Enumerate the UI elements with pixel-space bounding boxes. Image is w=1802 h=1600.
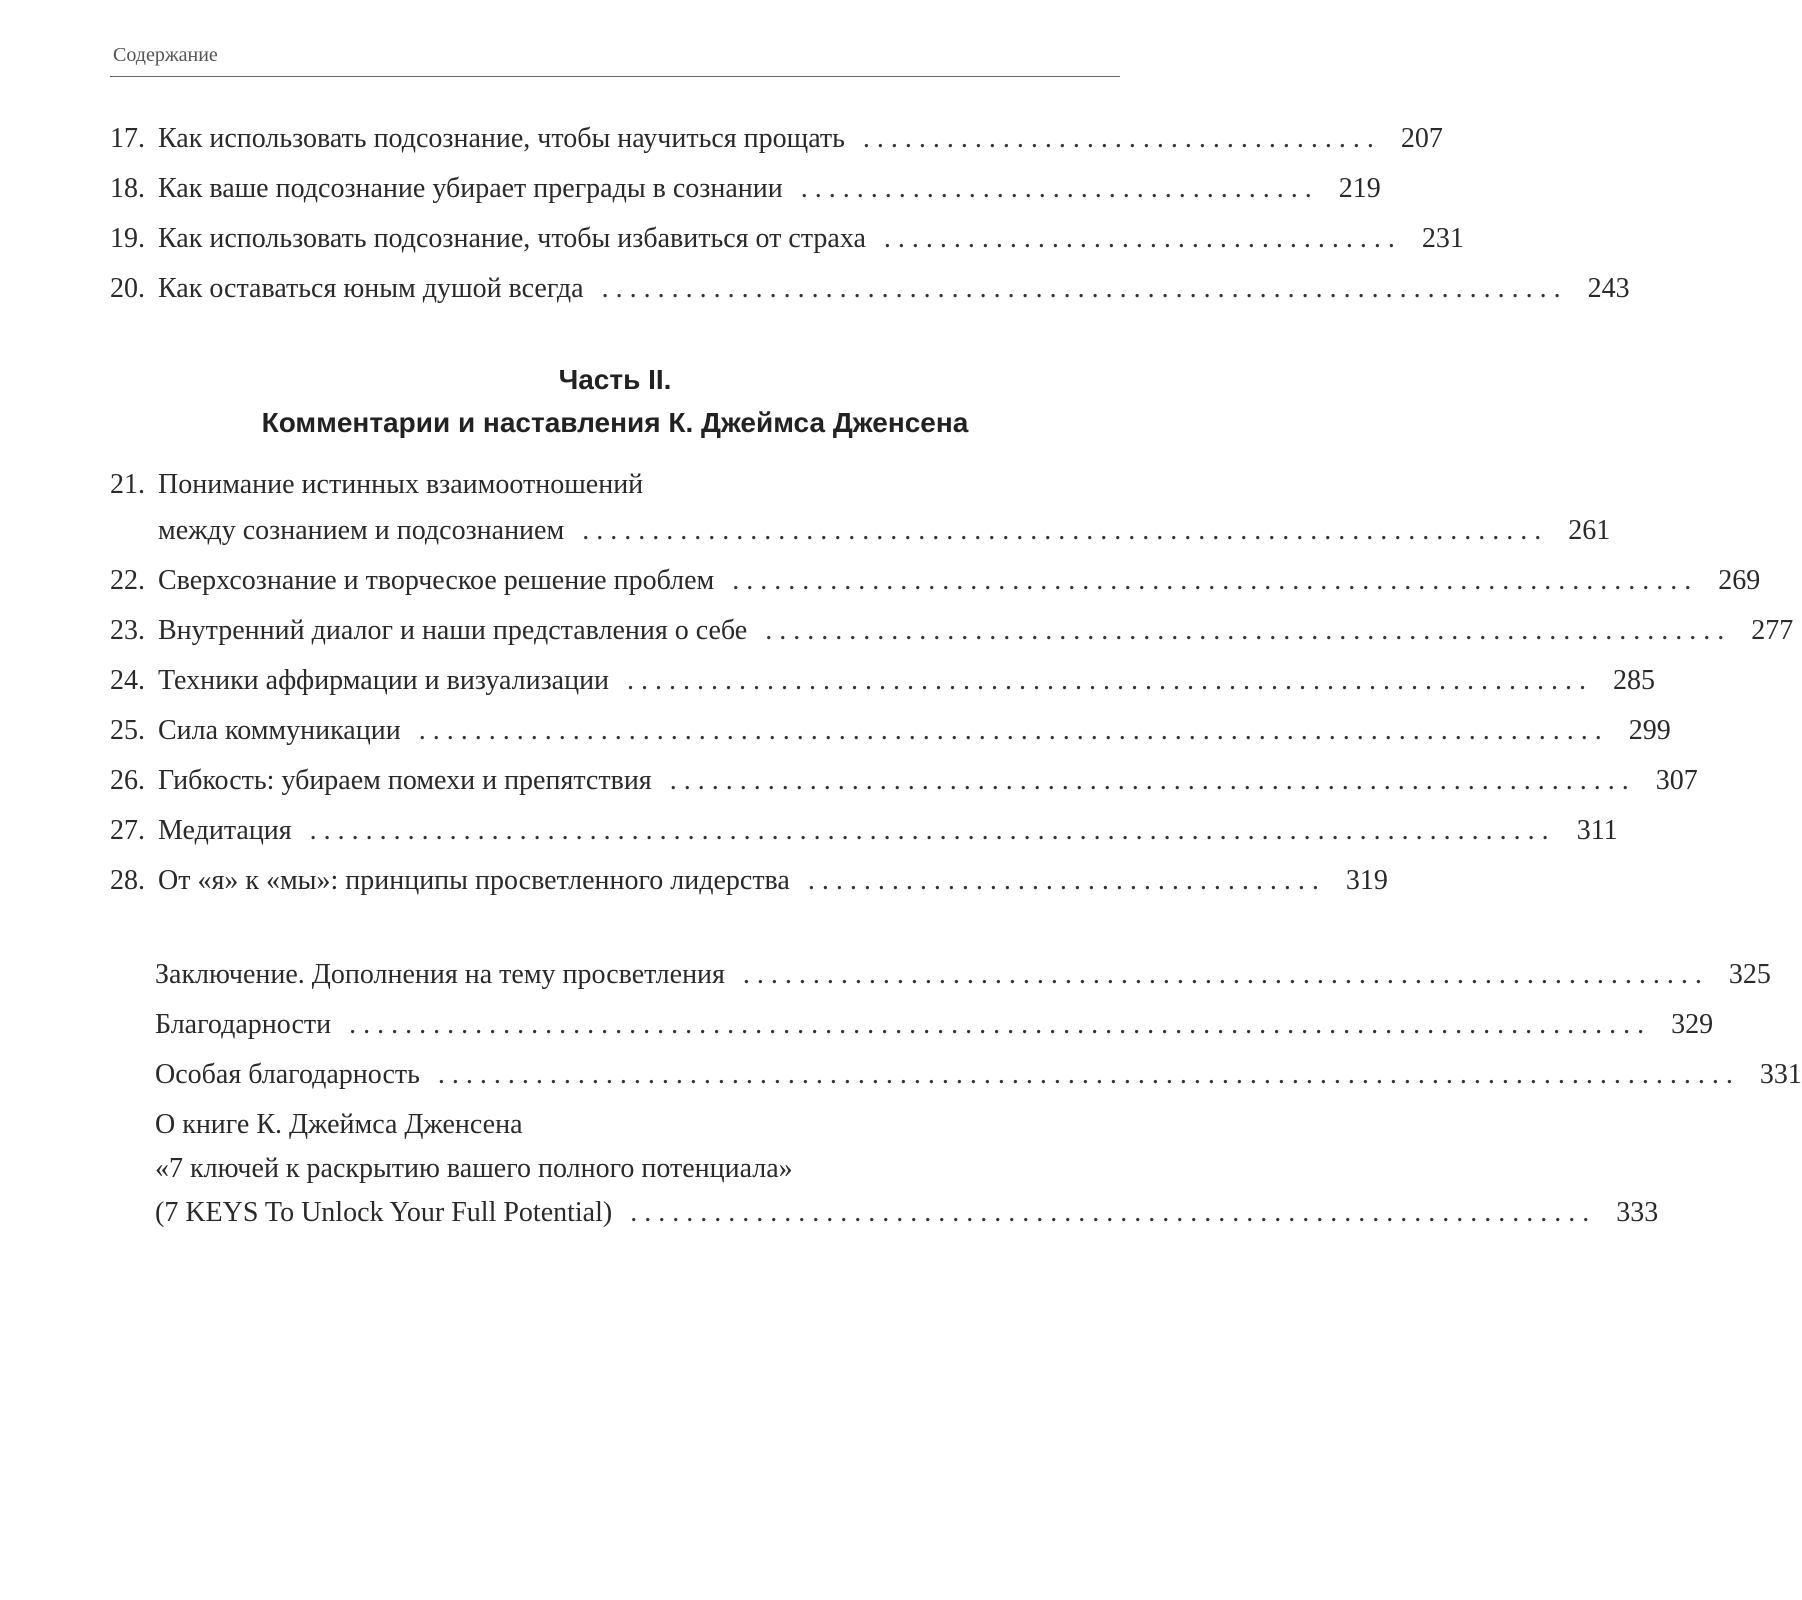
- entry-title: Как оставаться юным душой всегда: [158, 273, 584, 304]
- entry-title: Особая благодарность: [155, 1059, 420, 1090]
- toc-entry[interactable]: [110, 114, 1443, 164]
- entry-page: 277: [1751, 615, 1794, 646]
- entry-title: Гибкость: убираем помехи и препятствия: [158, 765, 652, 796]
- toc-entry-multiline[interactable]: [155, 1100, 1659, 1234]
- entry-title: Внутренний диалог и наши представления о себе: [158, 615, 748, 646]
- entry-title-line-1: О книге К. Джеймса Дженсена: [155, 1109, 523, 1140]
- entry-title: Как использовать подсознание, чтобы избавиться от страха: [158, 223, 866, 254]
- entry-title-line-3: (7 KEYS To Unlock Your Full Potential): [155, 1197, 613, 1228]
- toc-part2: [110, 460, 1794, 906]
- entry-page: 319: [1345, 865, 1388, 896]
- dot-leader: .....................................................................: [732, 565, 1699, 596]
- dot-leader: .....................................................................: [765, 615, 1732, 646]
- entry-page: 333: [1616, 1197, 1659, 1228]
- entry-number: 19.: [110, 223, 145, 254]
- dot-leader: .....................................................................................: [418, 715, 1609, 746]
- dot-leader: .....................................................................: [630, 1197, 1597, 1228]
- entry-number: 27.: [110, 815, 145, 846]
- entry-page: 325: [1728, 959, 1771, 990]
- entry-number: 18.: [110, 173, 145, 204]
- entry-page: 219: [1338, 173, 1381, 204]
- entry-page: 307: [1655, 765, 1698, 796]
- entry-page: 311: [1576, 815, 1618, 846]
- toc-entry-multiline[interactable]: [110, 460, 1611, 556]
- toc-entry[interactable]: [110, 806, 1618, 856]
- dot-leader: .....................................................................: [582, 515, 1549, 546]
- dot-leader: .....................................................................: [742, 959, 1709, 990]
- entry-title: Медитация: [158, 815, 292, 846]
- entry-number: 17.: [110, 123, 145, 154]
- dot-leader: .............................................................................................: [437, 1059, 1740, 1090]
- toc-entry[interactable]: [110, 556, 1761, 606]
- entry-number: 20.: [110, 273, 145, 304]
- dot-leader: .....................................: [883, 223, 1402, 254]
- entry-number: 28.: [110, 865, 145, 896]
- toc-entry[interactable]: [110, 856, 1388, 906]
- entry-title: Сверхсознание и творческое решение проблем: [158, 565, 715, 596]
- entry-page: 329: [1671, 1009, 1714, 1040]
- dot-leader: .............................................................................................: [349, 1009, 1652, 1040]
- toc-entry[interactable]: [155, 1050, 1802, 1100]
- entry-page: 285: [1613, 665, 1656, 696]
- dot-leader: .....................................................................: [669, 765, 1636, 796]
- entry-title-line-2: «7 ключей к раскрытию вашего полного потенциала»: [155, 1153, 793, 1184]
- toc-entry[interactable]: [155, 1000, 1714, 1050]
- entry-page: 299: [1628, 715, 1671, 746]
- toc-entry[interactable]: [110, 214, 1464, 264]
- running-head: Содержание: [113, 44, 218, 66]
- dot-leader: .....................................................................: [627, 665, 1594, 696]
- toc-entry[interactable]: [110, 706, 1671, 756]
- toc-entry[interactable]: [110, 264, 1630, 314]
- entry-number: 24.: [110, 665, 145, 696]
- toc-entry[interactable]: [110, 606, 1794, 656]
- entry-title: Заключение. Дополнения на тему просветления: [155, 959, 725, 990]
- entry-page: 231: [1421, 223, 1464, 254]
- entry-page: 269: [1718, 565, 1761, 596]
- entry-title: Как использовать подсознание, чтобы научиться прощать: [158, 123, 845, 154]
- entry-title: Как ваше подсознание убирает преграды в сознании: [158, 173, 783, 204]
- entry-title: Благодарности: [155, 1009, 332, 1040]
- dot-leader: .....................................: [862, 123, 1381, 154]
- toc-entry[interactable]: [110, 656, 1656, 706]
- entry-number: 26.: [110, 765, 145, 796]
- entry-page: 207: [1400, 123, 1443, 154]
- part-heading-label: Часть II.: [558, 364, 672, 395]
- toc-entry[interactable]: [110, 164, 1381, 214]
- dot-leader: .....................................: [807, 865, 1326, 896]
- entry-page: 261: [1568, 515, 1611, 546]
- entry-page: 331: [1759, 1059, 1802, 1090]
- entry-title: От «я» к «мы»: принципы просветленного лидерства: [158, 865, 790, 896]
- part-heading-title: Комментарии и наставления К. Джеймса Дженсена: [261, 407, 969, 438]
- toc-entry[interactable]: [110, 756, 1698, 806]
- entry-number: 21.: [110, 469, 145, 500]
- toc-back-matter: [155, 950, 1802, 1234]
- entry-number: 23.: [110, 615, 145, 646]
- entry-number: 22.: [110, 565, 145, 596]
- entry-title: Техники аффирмации и визуализации: [158, 665, 610, 696]
- entry-page: 243: [1587, 273, 1630, 304]
- entry-number: 25.: [110, 715, 145, 746]
- toc-part1-tail: [110, 114, 1630, 314]
- entry-title-line-2: между сознанием и подсознанием: [158, 515, 565, 546]
- dot-leader: .....................................................................: [601, 273, 1568, 304]
- dot-leader: .........................................................................................: [309, 815, 1556, 846]
- entry-title: Сила коммуникации: [158, 715, 401, 746]
- dot-leader: .....................................: [800, 173, 1319, 204]
- header-rule: [110, 76, 1120, 77]
- toc-entry[interactable]: [155, 950, 1771, 1000]
- entry-title-line-1: Понимание истинных взаимоотношений: [158, 469, 644, 500]
